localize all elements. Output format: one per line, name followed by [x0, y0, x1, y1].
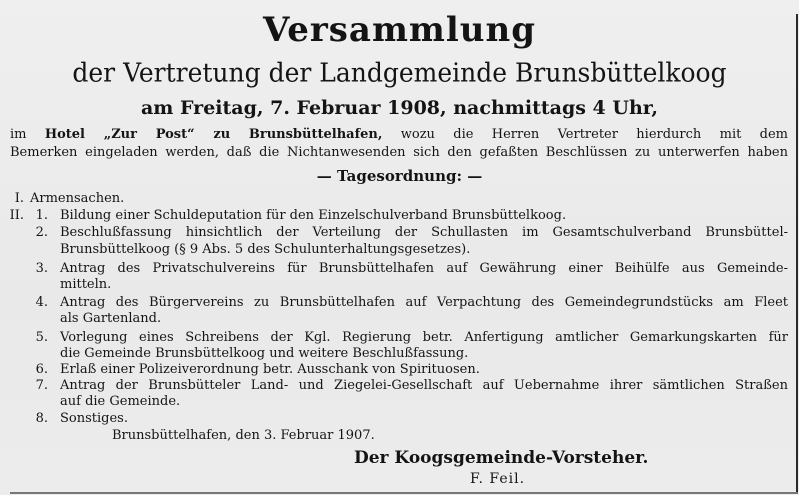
agenda-item-text: auf die Gemeinde.	[60, 394, 181, 409]
agenda-item-text: Sonstiges.	[60, 411, 128, 426]
intro-prefix: im	[10, 127, 27, 142]
place-and-date: Brunsbüttelhafen, den 3. Februar 1907.	[112, 428, 375, 443]
intro-line-1-rest: wozu die Herren Vertreter hierdurch mit dem	[400, 127, 788, 142]
agenda-item-number: 1.	[35, 208, 48, 223]
agenda-item-text: Vorlegung eines Schreibens der Kgl. Regierung betr. Anfertigung amtlicher Gemarkungskarten für	[60, 330, 788, 345]
agenda-item-number: 6.	[35, 362, 48, 377]
intro-line-1	[10, 126, 788, 144]
agenda-item-text: Antrag des Privatschulvereins für Brunsbüttelhafen auf Gewährung einer Beihülfe aus Gemeinde-	[60, 261, 788, 276]
agenda-roman-number: II.	[9, 208, 24, 223]
column-rule-horizontal	[10, 492, 798, 494]
agenda-item-text: die Gemeinde Brunsbüttelkoog und weitere Beschlußfassung.	[60, 346, 469, 361]
agenda-item-number: 7.	[35, 378, 48, 393]
agenda-heading: — Tagesordnung: —	[316, 167, 483, 185]
agenda-item-text: Bildung einer Schuldeputation für den Einzelschulverband Brunsbüttelkoog.	[60, 208, 567, 223]
agenda-item-text: Antrag des Bürgervereins zu Brunsbüttelhafen auf Verpachtung des Gemeindegrundstücks am Fleet	[60, 295, 788, 310]
notice-title: Versammlung	[262, 10, 537, 50]
agenda-item-number: 8.	[35, 411, 48, 426]
signer-name: F. Feil.	[470, 471, 526, 487]
agenda-item-text: Beschlußfassung hinsichtlich der Verteilung der Schullasten im Gesamtschulverband Brunsbüttel-	[60, 225, 788, 240]
signer-title: Der Koogsgemeinde-Vorsteher.	[354, 448, 649, 468]
agenda-item-text: mitteln.	[60, 277, 112, 292]
meeting-dateline: am Freitag, 7. Februar 1908, nachmittags 4 Uhr,	[141, 97, 658, 119]
agenda-item-text: Brunsbüttelkoog (§ 9 Abs. 5 des Schulunterhaltungsgesetzes).	[60, 242, 471, 257]
agenda-item-number: 4.	[35, 295, 48, 310]
agenda-item-number: 5.	[35, 330, 48, 345]
agenda-roman-number: I.	[14, 191, 24, 206]
agenda-item-number: 2.	[35, 225, 48, 240]
agenda-roman-text: Armensachen.	[30, 191, 125, 206]
meeting-venue: Hotel „Zur Post“ zu Brunsbüttelhafen,	[44, 127, 383, 142]
agenda-item-number: 3.	[35, 261, 48, 276]
notice-subtitle: der Vertretung der Landgemeinde Brunsbüttelkoog	[72, 57, 727, 88]
agenda-item-text: Erlaß einer Polizeiverordnung betr. Ausschank von Spirituosen.	[60, 362, 480, 377]
agenda-item-text: als Gartenland.	[60, 311, 162, 326]
intro-line-2: Bemerken eingeladen werden, daß die Nichtanwesenden sich den gefaßten Beschlüssen zu unterwerfen haben	[10, 145, 788, 160]
agenda-item-text: Antrag der Brunsbütteler Land- und Ziegelei-Gesellschaft auf Uebernahme ihrer sämtlichen Straßen	[60, 378, 788, 393]
